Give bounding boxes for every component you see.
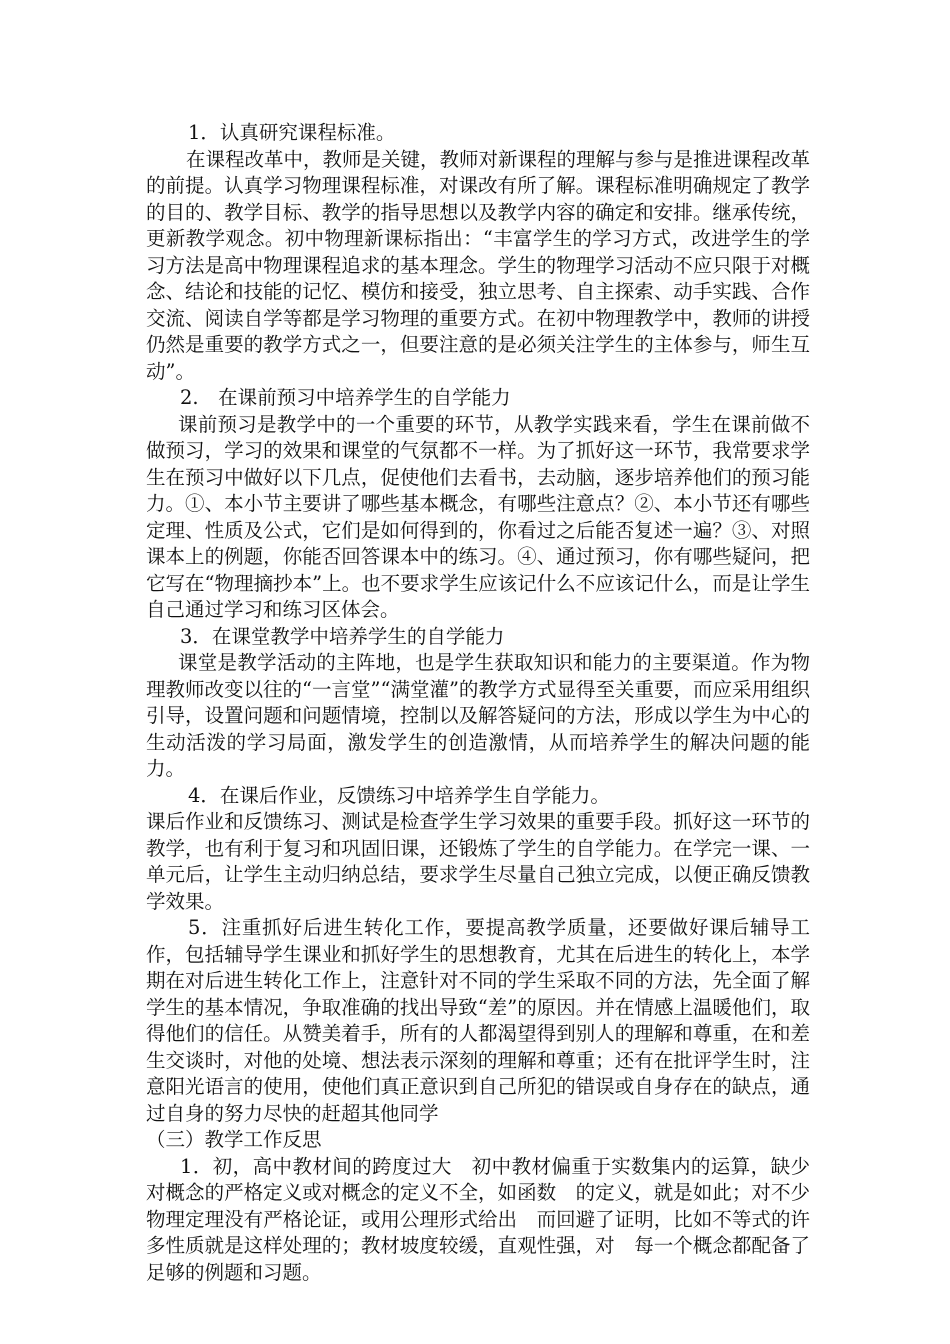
paragraph-classroom: 课堂是教学活动的主阵地，也是学生获取知识和能力的主要渠道。作为物理教师改变以往的“一言堂”“满堂灌”的教学方式显得至关重要，而应采用组织引导，设置问题和问题情境，控制以及解答疑问的方法，形成以学生为中心的生动活泼的学习局面，激发学生的创造激情，从而培养学生的解决问题的能力。	[146, 651, 810, 780]
paragraph-homework: 课后作业和反馈练习、测试是检查学生学习效果的重要手段。抓好这一环节的教学，也有利于复习和巩固旧课，还锻炼了学生的自学能力。在学完一课、一单元后，让学生主动归纳总结，要求学生尽量自己独立完成，以便正确反馈教学效果。	[146, 810, 810, 913]
heading-1: 1．认真研究课程标准。	[188, 121, 396, 144]
paragraph-reflection-1: 1．初，高中教材间的跨度过大 初中教材偏重于实数集内的运算，缺少对概念的严格定义或对概念的定义不全，如函数 的定义，就是如此；对不少物理定理没有严格论证，或用公理形式给出 而回避了证明，比如不等式的许多性质就是这样处理的；教材坡度较缓，直观性强，对 每一个概念都配备了足够的例题和习题。	[146, 1154, 810, 1284]
heading-4: 4．在课后作业，反馈练习中培养学生自学能力。	[188, 783, 610, 807]
paragraph-underachievers: 5．注重抓好后进生转化工作，要提高教学质量，还要做好课后辅导工作，包括辅导学生课业和抓好学生的思想教育，尤其在后进生的转化上，本学期在对后进生转化工作上，注意针对不同的学生采取不同的方法，先全面了解学生的基本情况，争取准确的找出导致“差”的原因。并在情感上温暖他们，取得他们的信任。从赞美着手，所有的人都渴望得到别人的理解和尊重，在和差生交谈时，对他的处境、想法表示深刻的理解和尊重；还有在批评学生时，注意阳光语言的使用，使他们真正意识到自己所犯的错误或自身存在的缺点，通过自身的努力尽快的赶超其他同学	[146, 916, 810, 1125]
paragraph-preview: 课前预习是教学中的一个重要的环节，从教学实践来看，学生在课前做不做预习，学习的效果和课堂的气氛都不一样。为了抓好这一环节，我常要求学生在预习中做好以下几点，促使他们去看书，去动脑，逐步培养他们的预习能力。①、本小节主要讲了哪些基本概念，有哪些注意点？②、本小节还有哪些定理、性质及公式，它们是如何得到的，你看过之后能否复述一遍？③、对照课本上的例题，你能否回答课本中的练习。④、通过预习，你有哪些疑问，把它写在“物理摘抄本”上。也不要求学生应该记什么不应该记什么，而是让学生自己通过学习和练习区体会。	[146, 412, 810, 621]
heading-3: 3．在课堂教学中培养学生的自学能力	[180, 624, 505, 648]
document-page	[146, 120, 810, 1286]
section-title-reflection: （三）教学工作反思	[146, 1128, 322, 1151]
paragraph-curriculum-standard: 在课程改革中，教师是关键，教师对新课程的理解与参与是推进课程改革的前提。认真学习物理课程标准，对课改有所了解。课程标准明确规定了教学的目的、教学目标、教学的指导思想以及教学内容的确定和安排。继承传统，更新教学观念。初中物理新课标指出：“丰富学生的学习方式，改进学生的学习方法是高中物理课程追求的基本理念。学生的物理学习活动不应只限于对概念、结论和技能的记忆、模仿和接受，独立思考、自主探索、动手实践、合作交流、阅读自学等都是学习物理的重要方式。在初中物理教学中，教师的讲授仍然是重要的教学方式之一，但要注意的是必须关注学生的主体参与，师生互动”。	[146, 147, 811, 383]
heading-2: 2. 在课前预习中培养学生的自学能力	[180, 386, 511, 409]
